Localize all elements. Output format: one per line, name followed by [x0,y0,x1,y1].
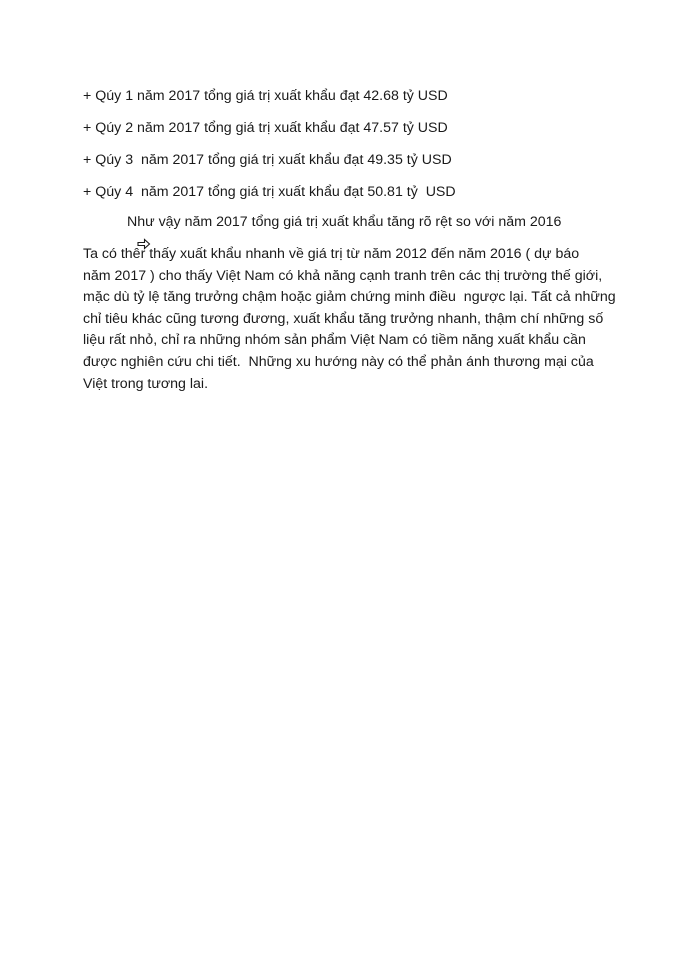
conclusion-line [83,212,623,232]
paragraph-line: liệu rất nhỏ, chỉ ra những nhóm sản phẩm Việt Nam có tiềm năng xuất khẩu cần [83,332,586,349]
conclusion-text: Như vậy năm 2017 tổng giá trị xuất khẩu tăng rõ rệt so với năm 2016 [127,214,562,230]
paragraph-line: năm 2017 ) cho thấy Việt Nam có khả năng cạnh tranh trên các thị trường thế giới, [83,267,603,284]
analysis-paragraph [83,244,623,395]
paragraph-line: chỉ tiêu khác cũng tương đương, xuất khẩu tăng trưởng nhanh, thậm chí những số [83,310,604,327]
paragraph-line: mặc dù tỷ lệ tăng trưởng chậm hoặc giảm chứng minh điều ngược lại. Tất cả những [83,289,616,306]
paragraph-line: Việt trong tương lai. [83,375,209,392]
document-content [83,86,623,395]
paragraph-line: Ta có thêr thấy xuất khẩu nhanh về giá trị từ năm 2012 đến năm 2016 ( dự báo [83,246,580,262]
quarter-3-line: + Qúy 3 năm 2017 tổng giá trị xuất khẩu đạt 49.35 tỷ USD [83,152,452,168]
quarter-2-line: + Qúy 2 năm 2017 tổng giá trị xuất khẩu đạt 47.57 tỷ USD [83,120,448,136]
paragraph-line: được nghiên cứu chi tiết. Những xu hướng này có thể phản ánh thương mại của [83,353,594,370]
arrow-right-icon [105,216,119,228]
quarter-1-line: + Qúy 1 năm 2017 tổng giá trị xuất khẩu đạt 42.68 tỷ USD [83,88,448,104]
quarter-4-line: + Qúy 4 năm 2017 tổng giá trị xuất khẩu đạt 50.81 tỷ USD [83,184,456,200]
